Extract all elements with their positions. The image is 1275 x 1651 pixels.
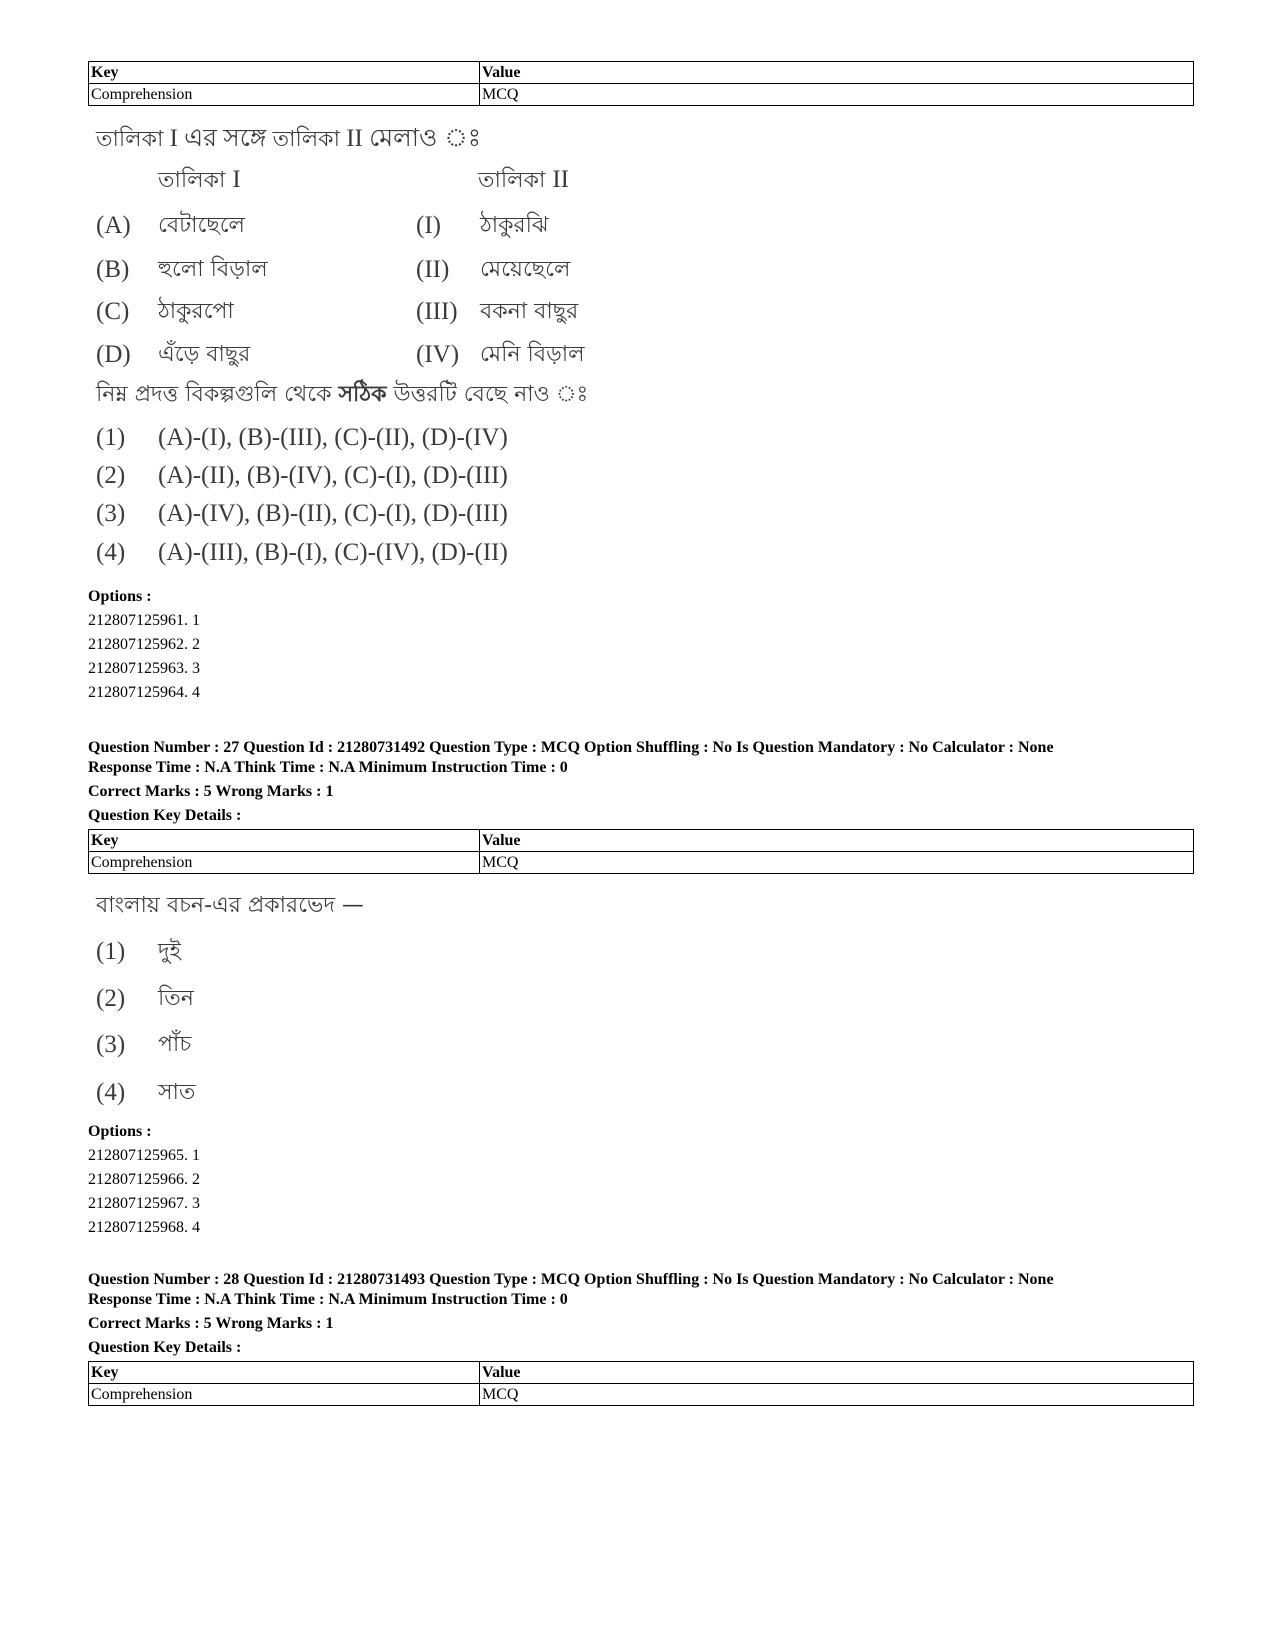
key-cell: Comprehension: [89, 84, 480, 106]
table-header-row: [89, 1362, 1194, 1384]
table-row: [89, 1384, 1194, 1406]
choice-num: (3): [96, 500, 126, 527]
left-code: (C): [96, 298, 130, 325]
table-header-row: [89, 62, 1194, 84]
choice-num: (2): [96, 985, 126, 1012]
q26-option-3: 212807125963. 3: [88, 660, 200, 677]
q26-options-label: Options :: [88, 588, 152, 605]
q28-key-details-label: Question Key Details :: [88, 1339, 242, 1356]
q27-option-2: 212807125966. 2: [88, 1171, 200, 1188]
right-code: (II): [416, 256, 450, 283]
instruction-list-word-2: তালিকা: [272, 127, 340, 152]
table-row: [89, 852, 1194, 874]
q28-meta-line-1: Question Number : 28 Question Id : 21280731493 Question Type : MCQ Option Shuffling : No Is Question Mandatory : No Calculator : None: [88, 1271, 1054, 1288]
q26-option-2: 212807125962. 2: [88, 636, 200, 653]
right-code: (I): [416, 212, 441, 239]
q27-marks: Correct Marks : 5 Wrong Marks : 1: [88, 783, 334, 800]
table-header-row: [89, 830, 1194, 852]
value-cell: MCQ: [480, 84, 1194, 106]
choice-num: (1): [96, 938, 126, 965]
left-text: এঁড়ে বাছুর: [158, 342, 251, 367]
key-header: Key: [89, 62, 480, 84]
right-text: মেয়েছেলে: [480, 257, 571, 282]
value-header: Value: [480, 830, 1194, 852]
choice-text: (A)-(IV), (B)-(II), (C)-(I), (D)-(III): [158, 500, 508, 527]
instruction-mid-1: I এর সঙ্গে: [163, 125, 273, 152]
choice-text: (A)-(III), (B)-(I), (C)-(IV), (D)-(II): [158, 539, 508, 566]
table-row: [89, 84, 1194, 106]
q28-key-value-table: [88, 1361, 1194, 1406]
right-code: (IV): [416, 341, 460, 368]
choice-num: (4): [96, 539, 126, 566]
q27-question: বাংলায় বচন-এর প্রকারভেদ —: [96, 893, 364, 918]
instruction-mid-2: II মেলাও ঃ: [339, 125, 482, 152]
key-header: Key: [89, 1362, 480, 1384]
prompt-post: উত্তরটি বেছে নাও ঃ: [386, 382, 589, 407]
left-text: হুলো বিড়াল: [158, 257, 268, 282]
q26-prompt: [96, 377, 588, 414]
q27-meta-line-1: Question Number : 27 Question Id : 21280731492 Question Type : MCQ Option Shuffling : No Is Question Mandatory : No Calculator : None: [88, 739, 1054, 756]
key-cell: Comprehension: [89, 852, 480, 874]
q27-key-details-label: Question Key Details :: [88, 807, 242, 824]
left-code: (B): [96, 256, 130, 283]
q26-key-value-table: [88, 61, 1194, 106]
key-cell: Comprehension: [89, 1384, 480, 1406]
list-2-header-word: তালিকা: [478, 168, 546, 193]
choice-text: (A)-(I), (B)-(III), (C)-(II), (D)-(IV): [158, 424, 508, 451]
choice-text: তিন: [158, 986, 194, 1011]
list-1-header-num: I: [232, 166, 241, 193]
q27-key-value-table: [88, 829, 1194, 874]
choice-text: দুই: [158, 939, 182, 964]
choice-num: (1): [96, 424, 126, 451]
right-text: ঠাকুরঝি: [480, 213, 549, 238]
left-text: ঠাকুরপো: [158, 299, 234, 324]
q26-option-1: 212807125961. 1: [88, 612, 200, 629]
q26-option-4: 212807125964. 4: [88, 684, 200, 701]
list-2-header-num: II: [552, 166, 570, 193]
right-code: (III): [416, 298, 458, 325]
q27-option-4: 212807125968. 4: [88, 1219, 200, 1236]
q27-option-1: 212807125965. 1: [88, 1147, 200, 1164]
q26-instruction: [96, 118, 481, 161]
right-text: বকনা বাছুর: [480, 299, 579, 324]
choice-num: (4): [96, 1079, 126, 1106]
list-1-header-word: তালিকা: [158, 168, 226, 193]
q28-marks: Correct Marks : 5 Wrong Marks : 1: [88, 1315, 334, 1332]
right-text: মেনি বিড়াল: [480, 342, 585, 367]
q27-meta-line-2: Response Time : N.A Think Time : N.A Minimum Instruction Time : 0: [88, 759, 568, 776]
left-text: বেটাছেলে: [158, 213, 245, 238]
choice-text: (A)-(II), (B)-(IV), (C)-(I), (D)-(III): [158, 462, 508, 489]
instruction-list-word-1: তালিকা: [96, 127, 164, 152]
left-code: (D): [96, 341, 131, 368]
value-header: Value: [480, 1362, 1194, 1384]
value-cell: MCQ: [480, 852, 1194, 874]
value-cell: MCQ: [480, 1384, 1194, 1406]
value-header: Value: [480, 62, 1194, 84]
choice-num: (2): [96, 462, 126, 489]
list-1-header: [158, 163, 241, 200]
prompt-bold: সঠিক: [338, 382, 387, 407]
q27-option-3: 212807125967. 3: [88, 1195, 200, 1212]
prompt-pre: নিম্ন প্রদত্ত বিকল্পগুলি থেকে: [96, 382, 339, 407]
key-header: Key: [89, 830, 480, 852]
left-code: (A): [96, 212, 131, 239]
choice-num: (3): [96, 1031, 126, 1058]
q27-options-label: Options :: [88, 1123, 152, 1140]
choice-text: পাঁচ: [158, 1032, 192, 1057]
choice-text: সাত: [158, 1080, 196, 1105]
list-2-header: [478, 163, 569, 200]
q28-meta-line-2: Response Time : N.A Think Time : N.A Minimum Instruction Time : 0: [88, 1291, 568, 1308]
